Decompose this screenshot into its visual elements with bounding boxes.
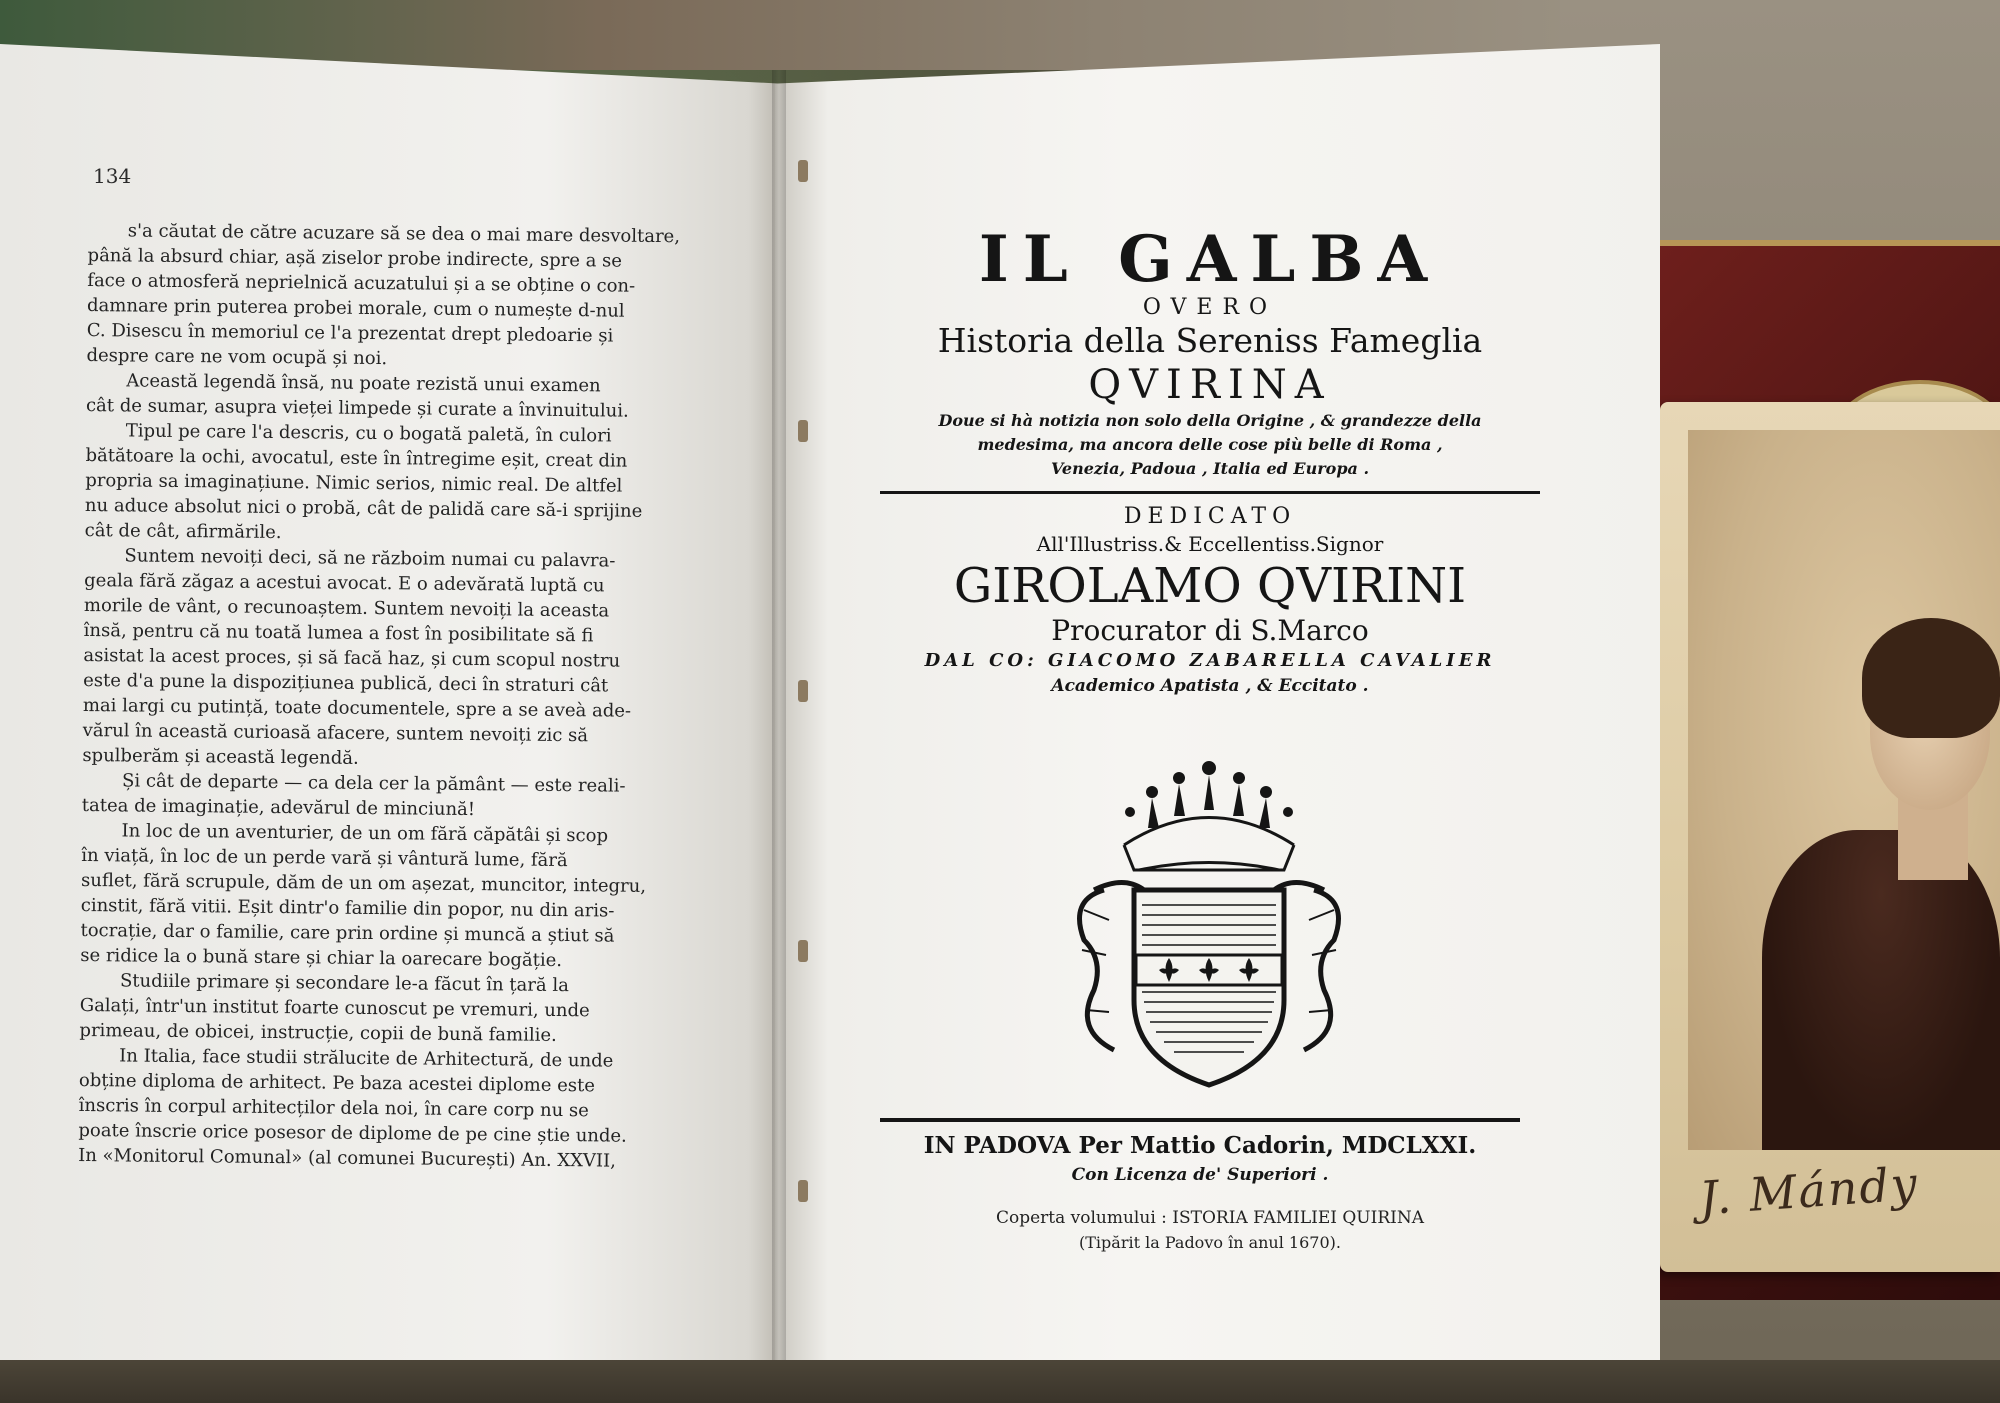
title-page — [880, 222, 1540, 698]
body-text-line: cât de cât, afirmările. — [84, 519, 282, 544]
body-text-line: însă, pentru că nu toată lumea a fost în posibilitate să fi — [83, 619, 594, 647]
description-line: Doue si hà notizia non solo della Origine , & grandezze della — [938, 411, 1482, 430]
body-text-line: face o atmosferă neprielnică acuzatului și a se obține o con- — [87, 269, 636, 297]
body-text-line: înscris în corpul arhitecților dela noi, în care corp nu se — [78, 1094, 589, 1122]
body-text-line: s'a căutat de către acuzare să se dea o mai mare desvoltare, — [127, 220, 681, 248]
body-text-line: poate înscrie orice posesor de diplome de pe cine știe unde. — [78, 1119, 627, 1147]
body-text-line: Această legendă însă, nu poate rezistă unui examen — [126, 370, 601, 397]
photographer-signature: J. Mándy — [1697, 1156, 1921, 1226]
dedicatee-name: GIROLAMO QVIRINI — [953, 558, 1467, 614]
dedication-heading: DEDICATO — [1123, 504, 1297, 529]
body-text-line: despre care ne vom ocupă și noi. — [86, 344, 388, 370]
imprint-block — [880, 1118, 1520, 1188]
body-text-line: până la absurd chiar, așă ziselor probe indirecte, spre a se — [87, 244, 623, 272]
subtitle-overo: OVERO — [1142, 295, 1278, 320]
body-text-line: mai largi cu putință, toate documentele, spre a se aveà ade- — [82, 694, 632, 722]
body-text-line: bătătoare la ochi, avocatul, este în întregime eșit, creat din — [85, 444, 628, 472]
binding-stitch — [798, 940, 808, 962]
body-text-line: vărul în această curioasă afacere, suntem nevoiți zic să — [82, 719, 589, 747]
body-text-line: spulberăm și această legendă. — [82, 744, 359, 769]
body-text-line: nu aduce absolut nici o probă, cât de palidă care să-i sprijine — [84, 494, 643, 522]
body-text-line: în viață, în loc de un perde vară și vântură lume, fără — [81, 844, 568, 872]
body-text-line: damnare prin puterea probei morale, cum o numește d-nul — [86, 294, 625, 322]
body-text-line: cât de sumar, asupra vieței limpede și curate a învinuitului. — [85, 394, 629, 422]
binding-stitch — [798, 160, 808, 182]
portrait-hair — [1862, 618, 2000, 738]
author-affiliation: Academico Apatista , & Eccitato . — [1051, 676, 1369, 696]
binding-stitch — [798, 680, 808, 702]
left-page-body-text — [78, 218, 698, 1174]
body-text-line: tocrație, dar o familie, care prin ordine și muncă a știut să — [80, 919, 615, 947]
body-text-line: In Italia, face studii strălucite de Arhitectură, de unde — [119, 1045, 614, 1072]
body-text-line: suflet, fără scrupule, dăm de un om așezat, muncitor, integru, — [80, 869, 647, 897]
body-text-line: propria sa imaginațiune. Nimic serios, nimic real. De altfel — [85, 469, 623, 497]
body-text-line: Și cât de departe — ca dela cer la pământ — este reali- — [121, 770, 626, 797]
licence-line: Con Licenza de' Superiori . — [1071, 1165, 1329, 1185]
body-text-line: se ridice la o bună stare și chiar la oarecare bogăție. — [80, 944, 563, 972]
body-text-line: cinstit, fără vitii. Eșit dintr'o familie din popor, nu din aris- — [80, 894, 615, 922]
description-line: Venezia, Padoua , Italia ed Europa . — [1050, 459, 1370, 478]
body-text-line: C. Disescu în memoriul ce l'a prezentat drept pledoarie și — [86, 319, 614, 347]
body-text-line: In loc de un aventurier, de un om fără căpătâi și scop — [121, 820, 609, 847]
horizontal-rule — [880, 491, 1540, 494]
subtitle-quirina: QVIRINA — [1088, 362, 1332, 408]
coat-of-arms-woodcut — [1064, 750, 1354, 1095]
body-text-line: Suntem nevoiți deci, să ne războim numai cu palavra- — [124, 545, 616, 572]
body-text-line: In «Monitorul Comunal» (al comunei București) An. XXVII, — [78, 1144, 617, 1172]
binding-stitch — [798, 420, 808, 442]
imprint-line: IN PADOVA Per Mattio Cadorin, MDCLXXI. — [923, 1132, 1477, 1159]
description-block — [880, 409, 1540, 481]
body-text-line: Tipul pe care l'a descris, cu o bogată paletă, în culori — [125, 420, 612, 447]
body-text-line: Galați, într'un institut foarte cunoscut pe vremuri, unde — [79, 994, 590, 1022]
caption-coperta: Coperta volumului : ISTORIA FAMILIEI QUIRINA — [995, 1208, 1425, 1228]
body-text-line: Studiile primare și secondare le-a făcut în țară la — [119, 970, 569, 997]
subtitle-historia: Historia della Sereniss Fameglia — [937, 321, 1483, 360]
table-surface-bottom — [0, 1360, 2000, 1403]
binding-stitch — [798, 1180, 808, 1202]
body-text-line: asistat la acest proces, și să facă haz, și cum scopul nostru — [83, 644, 621, 672]
imprint-rule — [880, 1118, 1520, 1122]
book-gutter — [772, 70, 786, 1360]
author-line: DAL CO: GIACOMO ZABARELLA CAVALIER — [924, 650, 1496, 671]
body-text-line: obține diploma de arhitect. Pe baza acestei diplome este — [78, 1069, 596, 1097]
body-text-line: geala fără zăgaz a acestui avocat. E o adevărată luptă cu — [84, 569, 605, 597]
body-text-line: este d'a pune la dispozițiunea publică, deci în straturi cât — [83, 669, 609, 697]
description-line: medesima, ma ancora delle cose più belle di Roma , — [977, 435, 1443, 454]
body-text-line: primeau, de obicei, instrucție, copii de bună familie. — [79, 1019, 557, 1046]
page-number: 134 — [93, 164, 132, 188]
caption-tiparit: (Tipărit la Padovo în anul 1670). — [1079, 1233, 1341, 1252]
caption-block — [900, 1205, 1520, 1255]
dedicatee-title: Procurator di S.Marco — [1051, 614, 1369, 647]
body-text-line: tatea de imaginație, adevărul de minciună! — [81, 794, 476, 821]
dedication-address: All'Illustriss.& Eccellentiss.Signor — [1036, 532, 1384, 556]
book-title: IL GALBA — [978, 222, 1442, 297]
body-text-line: morile de vânt, o recunoaștem. Suntem nevoiți la aceasta — [83, 594, 610, 622]
